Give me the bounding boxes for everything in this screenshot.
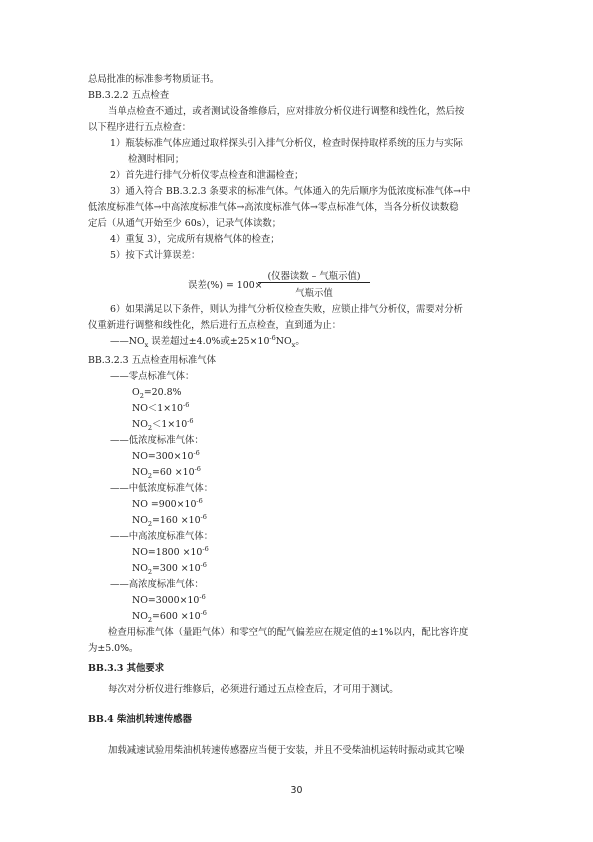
procedure-step-3-cont: 低浓度标准气体→中高浓度标准气体→高浓度标准气体→零点标准气体，当各分析仪读数稳	[88, 202, 459, 213]
gas-mid-high-no2: $NO_2=300 \times 10^{-6}$	[132, 560, 207, 576]
gas-group-low: ——低浓度标准气体：	[110, 435, 204, 446]
formula-numerator: (仪器读数 – 气瓶示值)	[267, 271, 361, 282]
formula-fraction-bar	[258, 282, 370, 283]
formula-lhs: 误差(%) = 100×	[188, 280, 263, 291]
body-text: 当单点检查不通过，或者测试设备维修后，应对排放分析仪进行调整和线性化，然后按	[108, 106, 465, 117]
procedure-step-1-cont: 检测时相同；	[128, 154, 185, 165]
body-text: 每次对分析仪进行维修后，必须进行通过五点检查后，才可用于测试。	[108, 684, 399, 695]
continuation-text: 总局批准的标准参考物质证书。	[88, 74, 220, 85]
section-heading-bb-3-2-2: BB.3.2.2 五点检查	[88, 90, 170, 101]
procedure-step-3: 3）通入符合 BB.3.2.3 条要求的标准气体。气体通入的先后顺序为低浓度标准气体→中	[110, 186, 471, 197]
procedure-step-2: 2）首先进行排气分析仪零点检查和泄漏检查；	[110, 170, 304, 181]
procedure-step-6-cont: 仪重新进行调整和线性化，然后进行五点检查，直到通为止：	[88, 320, 342, 331]
page-number: 30	[290, 785, 303, 796]
gas-mid-low-no2: $NO_2=160 \times 10^{-6}$	[132, 512, 207, 528]
gas-zero-no: $NO<1\times 10^{-6}$	[132, 400, 190, 414]
gas-high-no: $NO=3000\times 10^{-6}$	[132, 592, 206, 606]
procedure-step-5: 5）按下式计算误差：	[110, 250, 201, 261]
section-heading-bb-3-3: BB.3.3 其他要求	[88, 663, 165, 674]
gas-group-zero: ——零点标准气体：	[110, 371, 195, 382]
procedure-step-1: 1）瓶装标准气体应通过取样探头引入排气分析仪，检查时保持取样系统的压力与实际	[110, 138, 463, 149]
gas-zero-no2: $NO_2<1\times 10^{-6}$	[132, 416, 194, 432]
body-text: 加载减速试验用柴油机转速传感器应当便于安装，并且不受柴油机运转时振动或其它噪	[108, 745, 465, 756]
gas-group-high: ——高浓度标准气体：	[110, 579, 204, 590]
gas-low-no: $NO=300\times 10^{-6}$	[132, 448, 200, 462]
nox-failure-criterion: $——NO_x$ 误差超过±4.0%或$\pm 25\times 10^{-6}NO_x$。	[110, 333, 305, 349]
section-heading-bb-4: BB.4 柴油机转速传感器	[88, 714, 192, 725]
gas-mid-low-no: NO $=900\times 10^{-6}$	[132, 496, 203, 510]
procedure-step-6: 6）如果满足以下条件，则认为排气分析仪检查失败，应锁止排气分析仪，需要对分析	[110, 304, 463, 315]
gas-zero-o2: $O_2=20.8\%$	[132, 387, 182, 400]
body-text: 以下程序进行五点检查：	[88, 122, 192, 133]
procedure-step-4: 4）重复 3），完成所有规格气体的检查；	[110, 234, 280, 245]
formula-denominator: 气瓶示值	[295, 288, 333, 299]
gas-mid-high-no: $NO=1800 \times 10^{-6}$	[132, 544, 209, 558]
procedure-step-3-cont: 定后（从通气开始至少 60s），记录气体读数；	[88, 218, 282, 229]
tolerance-text: 检查用标准气体（量距气体）和零空气的配气偏差应在规定值的±1%以内，配比容许度	[108, 627, 469, 638]
gas-group-mid-low: ——中低浓度标准气体：	[110, 483, 214, 494]
gas-high-no2: $NO_2=600 \times 10^{-6}$	[132, 608, 207, 624]
section-heading-bb-3-2-3: BB.3.2.3 五点检查用标准气体	[88, 355, 216, 366]
gas-group-mid-high: ——中高浓度标准气体：	[110, 531, 214, 542]
tolerance-text-cont: 为±5.0%。	[88, 643, 139, 654]
gas-low-no2: $NO_2=60 \times 10^{-6}$	[132, 464, 201, 480]
